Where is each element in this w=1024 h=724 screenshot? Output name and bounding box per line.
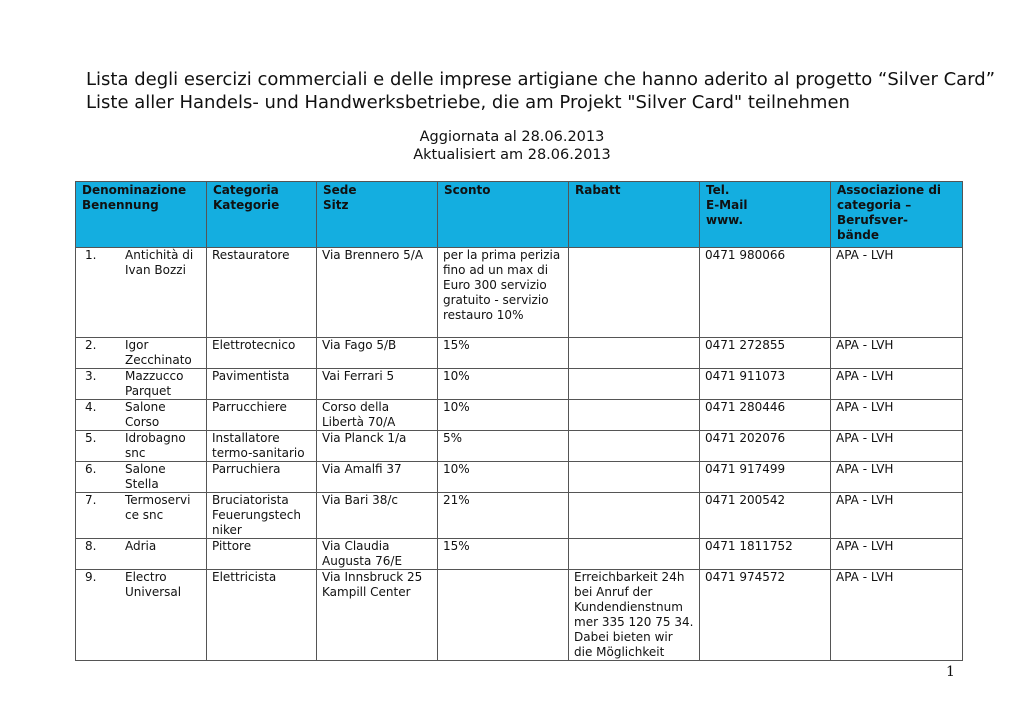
discount-cell: 21% [438, 493, 569, 539]
name-cell [76, 539, 207, 570]
category-cell: Bruciatorista Feuerungstech niker [207, 493, 317, 539]
column-header-discount: Sconto [438, 182, 569, 248]
column-header-association: Associazione di categoria – Berufsver- bände [831, 182, 963, 248]
association-cell: APA - LVH [831, 431, 963, 462]
discount-cell: 10% [438, 462, 569, 493]
table-row [76, 248, 963, 338]
discount-cell: 10% [438, 369, 569, 400]
association-cell: APA - LVH [831, 493, 963, 539]
phone-cell: 0471 917499 [700, 462, 831, 493]
update-date [0, 128, 1024, 164]
address-cell: Via Bari 38/c [317, 493, 438, 539]
table-row [76, 570, 963, 661]
merchant-table [75, 181, 963, 661]
row-number: 9. [85, 570, 97, 584]
phone-cell: 0471 272855 [700, 338, 831, 369]
name-cell [76, 570, 207, 661]
phone-cell: 0471 280446 [700, 400, 831, 431]
phone-cell: 0471 911073 [700, 369, 831, 400]
association-cell: APA - LVH [831, 570, 963, 661]
column-header-address: Sede Sitz [317, 182, 438, 248]
association-cell: APA - LVH [831, 539, 963, 570]
address-cell: Corso della Libertà 70/A [317, 400, 438, 431]
document-title [86, 68, 995, 114]
column-header-rabatt: Rabatt [569, 182, 700, 248]
title-german: Liste aller Handels- und Handwerksbetriebe, die am Projekt "Silver Card" teilnehmen [86, 92, 850, 113]
discount-cell [438, 570, 569, 661]
update-date-german: Aktualisiert am 28.06.2013 [413, 147, 611, 163]
update-date-italian: Aggiornata al 28.06.2013 [419, 129, 605, 145]
row-number: 8. [85, 539, 97, 553]
rabatt-cell [569, 248, 700, 338]
title-italian: Lista degli esercizi commerciali e delle imprese artigiane che hanno aderito al progetto “Silver Card” [86, 69, 996, 90]
phone-cell: 0471 202076 [700, 431, 831, 462]
association-cell: APA - LVH [831, 338, 963, 369]
name-cell [76, 338, 207, 369]
association-cell: APA - LVH [831, 248, 963, 338]
association-cell: APA - LVH [831, 369, 963, 400]
table-row [76, 400, 963, 431]
row-number: 4. [85, 400, 97, 414]
phone-cell: 0471 980066 [700, 248, 831, 338]
table-row [76, 338, 963, 369]
discount-cell: 15% [438, 539, 569, 570]
category-cell: Pavimentista [207, 369, 317, 400]
name-cell [76, 248, 207, 338]
name-cell [76, 431, 207, 462]
row-number: 2. [85, 338, 97, 352]
discount-cell: 15% [438, 338, 569, 369]
phone-cell: 0471 200542 [700, 493, 831, 539]
association-cell: APA - LVH [831, 400, 963, 431]
address-cell: Vai Ferrari 5 [317, 369, 438, 400]
table-row [76, 462, 963, 493]
rabatt-cell [569, 462, 700, 493]
business-name: Termoservi ce snc [125, 493, 191, 522]
row-number: 7. [85, 493, 97, 507]
rabatt-cell [569, 369, 700, 400]
business-name: Electro Universal [125, 570, 182, 599]
rabatt-cell [569, 539, 700, 570]
name-cell [76, 369, 207, 400]
rabatt-cell: Erreichbarkeit 24h bei Anruf der Kundendienstnum mer 335 120 75 34. Dabei bieten wir die Möglichkeit [569, 570, 700, 661]
rabatt-cell [569, 431, 700, 462]
rabatt-cell [569, 493, 700, 539]
column-header-contact: Tel. E-Mail www. [700, 182, 831, 248]
discount-cell: per la prima perizia fino ad un max di Euro 300 servizio gratuito - servizio restauro 10% [438, 248, 569, 338]
discount-cell: 5% [438, 431, 569, 462]
association-cell: APA - LVH [831, 462, 963, 493]
business-name: Salone Corso [125, 400, 166, 429]
address-cell: Via Innsbruck 25 Kampill Center [317, 570, 438, 661]
category-cell: Restauratore [207, 248, 317, 338]
name-cell [76, 462, 207, 493]
table-row [76, 369, 963, 400]
category-cell: Elettricista [207, 570, 317, 661]
row-number: 6. [85, 462, 97, 476]
row-number: 5. [85, 431, 97, 445]
page-number: 1 [946, 664, 955, 680]
category-cell: Pittore [207, 539, 317, 570]
category-cell: Elettrotecnico [207, 338, 317, 369]
table-row [76, 493, 963, 539]
rabatt-cell [569, 338, 700, 369]
address-cell: Via Amalfi 37 [317, 462, 438, 493]
address-cell: Via Fago 5/B [317, 338, 438, 369]
address-cell: Via Brennero 5/A [317, 248, 438, 338]
business-name: Salone Stella [125, 462, 166, 491]
row-number: 1. [85, 248, 97, 262]
name-cell [76, 400, 207, 431]
discount-cell: 10% [438, 400, 569, 431]
row-number: 3. [85, 369, 97, 383]
category-cell: Installatore termo-sanitario [207, 431, 317, 462]
column-header-category: Categoria Kategorie [207, 182, 317, 248]
name-cell [76, 493, 207, 539]
table-row [76, 431, 963, 462]
business-name: Adria [125, 539, 157, 553]
column-header-name: Denominazione Benennung [76, 182, 207, 248]
business-name: Idrobagno snc [125, 431, 186, 460]
business-name: Igor Zecchinato [125, 338, 192, 367]
table-header-row [76, 182, 963, 248]
business-name: Mazzucco Parquet [125, 369, 184, 398]
category-cell: Parrucchiere [207, 400, 317, 431]
table-row [76, 539, 963, 570]
category-cell: Parruchiera [207, 462, 317, 493]
rabatt-cell [569, 400, 700, 431]
address-cell: Via Claudia Augusta 76/E [317, 539, 438, 570]
business-name: Antichità di Ivan Bozzi [125, 248, 194, 277]
address-cell: Via Planck 1/a [317, 431, 438, 462]
phone-cell: 0471 974572 [700, 570, 831, 661]
phone-cell: 0471 1811752 [700, 539, 831, 570]
